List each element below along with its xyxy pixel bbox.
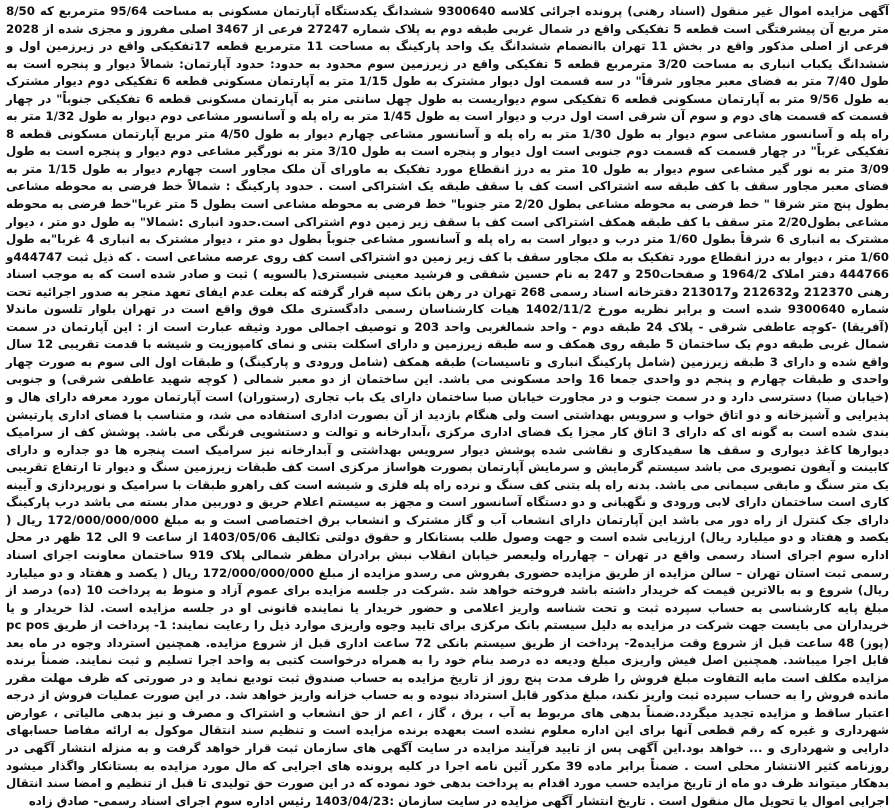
auction-notice-text: آگهی مزایده اموال غیر منقول (اسناد رهنی) پرونده اجرائی کلاسه 9300640 ششدانگ یکدستگاه آپارتمان مسکونی به مساحت 95/64 مترمربع که 8/50 متر مربع آن پیشرفتگی است قطعه 5 تفکیکی واقع در شمال غربی طبقه دوم به پلاک شماره 27247 فرعی از 3467 اصلی مفروز و مجزی شده از 2028 فرعی از اصلی مذکور واقع در بخش 11 تهران باانضمام ششدانگ یک واحد پارکینگ به مساحت 11 مترمربع قطعه 17تفکیکی واقع در زیرزمین اول و ششدانگ یکباب انباری به مساحت 3/20 مترمربع قطعه 5 تفکیکی واقع در زیرزمین سوم محدود به حدود: حدود آپارتمان: شمالاً دیوار و پنجره است به طول 7/40 متر به فضای معبر مجاور شرقاً" در سه قسمت اول دیوار مشترک به طول 1/15 متر به آپارتمان مسکونی قطعه 6 تفکیکی دوم دیوار مشترک به طول 9/56 متر به آپارتمان مسکونی قطعه 6 تفکیکی سوم دیواریست به طول چهل سانتی متر به آپارتمان مسکونی قطعه 6 تفکیکی جنوباً" در چهار قسمت که قسمت های دوم و سوم آن شرقی است اول درب و دیوار است به طول 1/45 متر به راه پله و آسانسور مشاعی دوم دیوار به طول 1/32 متر به راه پله و آسانسور مشاعی سوم دیوار به طول 1/30 متر به راه پله و آسانسور مشاعی چهارم دیوار به طول 4/50 متر مربع آپارتمان مسکونی قطعه 8 تفکیکی غرباً" در چهار قسمت که قسمت دوم جنوبی است اول دیوار و پنجره است به طول 3/10 متر به نورگیر مشاعی دوم دیوار و پنجره است به طول 3/09 متر به نور گیر مشاعی سوم دیوار به طول 10 متر به درز انقطاع مورد تفکیک به ماورای آن ملک مجاور است چهارم دیوار به طول 1/15 متر به فضای معبر مجاور سقف با کف طبقه سه اشتراکی است کف با سقف طبقه یک اشتراکی است . حدود پارکینگ : شمالاً خط فرضی به محوطه مشاعی بطول پنج متر شرقا " خط فرضی به محوطه مشاعی بطول 2/20 متر جنوبا" خط فرضی به محوطه مشاعی است بطول 5 متر غربا"خط فرضی به محوطه مشاعی بطول2/20 متر سقف با کف طبقه همکف اشتراکی است کف با سقف زیر زمین دوم اشتراکی است.حدود انباری :شمالا" به طول دو متر ، دیوار مشترک به انباری 6 شرقاً بطول 1/60 متر درب و دیوار است به راه پله و آسانسور مشاعی جنوباً بطول دو متر ، دیوار مشترک به انباری 4 غربا"به طول 1/60 متر ، دیوار به درز انقطاع مورد تفکیک به ملک مجاور سقف با کف زیر زمین دو اشتراکی است کف روی عرصه مشاعی است . که ذیل ثبت 444747و 444766 دفتر املاک 1964/2 و صفحات250 و 247 به نام حسین شفقی و فرشید معینی شبستری( بالسویه ) ثبت و صادر شده است که به موجب اسناد رهنی 212370 و212632 و213017 دفترخانه اسناد رسمی 268 تهران در رهن بانک سپه قرار گرفته که بعلت عدم ایفای تعهد منجر به صدور اجرائیه تحت شماره 9300640 شده است و برابر نظریه مورخ 1402/11/2 هیات کارشناسان رسمی دادگستری ملک فوق واقع است در تهران بلوار تلسون ماندلا (آفریقا) -کوچه عاطفی شرقی - پلاک 24 طبقه دوم - واحد شمالغربی واحد 203 و توصیف اجمالی مورد وثیقه عبارت است از : این آپارتمان در سمت شمال غربی طبقه دوم یک ساختمان 5 طبقه روی همکف و سه طبقه زیرزمین و دارای اسکلت بتنی و نمای کامپوزیت و شیشه با قدمت تقریبی 12 سال واقع شده و دارای 3 طبقه زیرزمین (شامل پارکینگ انباری و تاسیسات) طبقه همکف (شامل ورودی و پارکینگ) و طبقات اول الی سوم به صورت چهار واحدی و طبقات چهارم و پنجم دو واحدی جمعا 16 واحد مسکونی می باشد. این ساختمان از دو معبر شمالی ( کوچه شهید عاطفی شرقی) و جنوبی (خیابان صبا) دسترسی دارد و در سمت جنوب و در مجاورت خیابان صبا ساختمان دارای یک باب تجاری (رستوران) است آپارتمان مورد معرفه دارای هال و پذیرایی و آشپزخانه و دو اتاق خواب و سرویس بهداشتی است ولی هنگام بازدید از آن بصورت اداری استفاده می شد، و متناسب با فضای اداری پارتیشن بندی شده است به گونه ای که دارای 3 اتاق کار مجزا یک فضای اداری مرکزی ،آبدارخانه و توالت و دستشویی فرنگی می باشد. پوشش کف از سرامیک دیوارها کاغذ دیواری و سقف ها سفیدکاری و نقاشی شده پوشش دیوار سرویس بهداشتی و آبدارخانه نیز سرامیک است پنجره ها دو جداره و دارای کابینت و آیفون تصویری می باشد سیستم گرمایش و سرمایش آپارتمان بصورت هواساز مرکزی است کف طبقات زیرزمین سنگ و دیوار تا ارتفاع تقریبی یک متر سنگ و مابقی سیمانی می باشد. بدنه راه پله بتنی کف سنگ و نرده راه پله فلزی و شیشه است کف راهرو طبقات با سرامیک و نورپردازی و آیینه کاری است ساختمان دارای لابی ورودی و نگهبانی و دو دستگاه آسانسور است و مجهز به سیستم اعلام حریق و دوربین مدار بسته می باشد درب پارکینگ دارای جک کنترل از راه دور می باشد این آپارتمان دارای انشعاب آب و گاز مشترک و انشعاب برق اختصاصی است و به مبلغ 172/000/000/000 ریال ( یکصد و هفتاد و دو میلیارد ریال) ارزیابی شده است و جهت وصول طلب بستانکار و حقوق دولتی تکالیف 1403/05/06 از ساعت 9 الی 12 ظهر در محل اداره سوم اجرای اسناد رسمی واقع در تهران – چهارراه ولیعصر خیابان انقلاب نبش برادران مظفر شمالی پلاک 919 ساختمان معاونت اجرای اسناد رسمی ثبت استان تهران – سالن مزایده از طریق مزایده حضوری بفروش می رسدو مزایده از مبلغ 172/000/000/000 ریال ( یکصد و هفتاد و دو میلیارد ریال) شروع و به بالاترین قیمت که خریدار داشته باشد فروخته خواهد شد .شرکت در جلسه مزایده برای عموم آزاد و منوط به پرداخت 10 (ده) درصد از مبلغ پایه کارشناسی به حساب سپرده ثبت و تحت شناسه واریز اعلامی و حضور خریدار یا نماینده قانونی او در جلسه مزایده است. لذا خریدار و یا خریداران می بایست جهت شرکت در مزایده به دلیل سیستم بانک مرکزی برای تایید وجوه واریزی موارد ذیل را رعایت نمایند: 1- پرداخت از طریق pc pos (پوز) 48 ساعت قبل از شروع وقت مزایده2- پرداخت از طریق سیستم بانکی 72 ساعت اداری قبل از شروع مزایده. همچنین استرداد وجوه در ماه بعد قابل اجرا میباشد. همچنین اصل فیش واریزی مبلغ ودیعه ده درصد بنام خود را به همراه درخواست کتبی به واحد اجرا تسلیم و ثبت نمایند. ضمناً برنده مزایده مکلف است مابه التفاوت مبلغ فروش را ظرف مدت پنج روز از تاریخ مزایده به حساب صندوق ثبت تودیع نماید و در صورتی که ظرف مهلت مقرر مانده فروش را به حساب سپرده ثبت واریز نکند، مبلغ مذکور قابل استرداد نبوده و به حساب خزانه واریز خواهد شد. در این صورت عملیات فروش از درجه اعتبار ساقط و مزایده تجدید میگردد.ضمناً بدهی های مربوط به آب ، برق ، گاز ، اعم از حق انشعاب و اشتراک و مصرف و نیز بدهی مالیاتی ، عوارض شهرداری و غیره که رقم قطعی آنها برای این اداره معلوم نشده است بعهده برنده مزایده است و تنظیم سند انتقال موکول به ارائه مفاصا حسابهای دارایی و شهرداری و ... خواهد بود.این آگهی پس از تایید فرآیند مزایده در سایت آگهی های سازمان ثبت قرار خواهد گرفت و به منزله انتشار آگهی در روزنامه کثیر الانتشار محلی است . ضمناً برابر ماده 39 مکرر آئین نامه اجرا در کلیه پرونده های اجرایی که مال مورد مزایده به بستانکار واگذار میشود بدهکار میتواند ظرف دو ماه از تاریخ مزایده حسب مورد اقدام به پرداخت بدهی خود نموده که در این صورت حق تولیدی تا قبل از تنظیم و امضا سند انتقال اجرایی اموال یا تحویل مال منقول است . تاریخ انتشار آگهی مزایده در سایت سازمان :1403/04/23 رئیس اداره سوم اجرای اسناد رسمی- صادق زاده (6, 4, 890, 808)
